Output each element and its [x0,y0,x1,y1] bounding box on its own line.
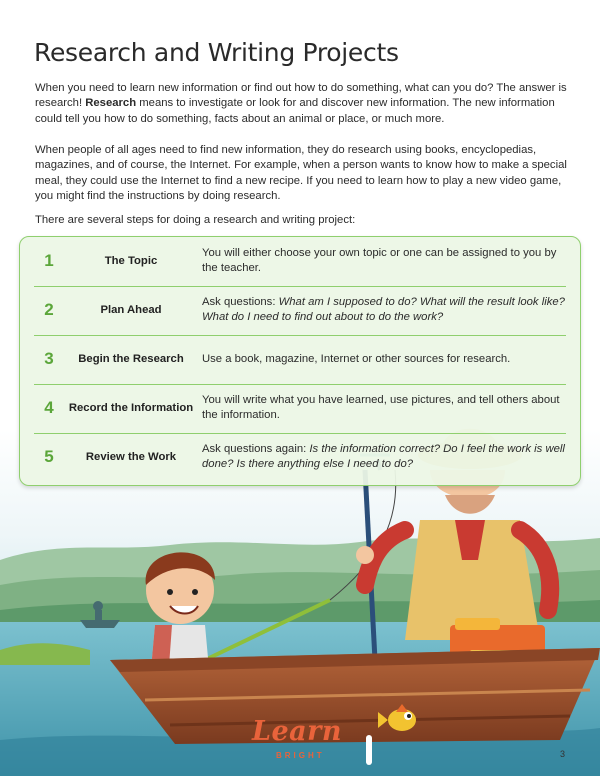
step-label: Record the Information [68,402,194,414]
step-description [202,335,567,383]
step-text: Use a book, magazine, Internet or other sources for research. [202,352,511,365]
steps-table [19,236,581,486]
step-description [202,286,567,334]
step-description [202,237,567,285]
step-label: Review the Work [85,451,177,463]
step-number: 3 [44,349,54,368]
step-text: Ask questions again: [202,443,310,455]
step-label: Begin the Research [78,353,184,365]
research-term: Research [85,97,137,110]
step-label: Plan Ahead [100,304,162,316]
step-number: 2 [44,300,54,319]
learn-bright-logo-subtext: BRIGHT [276,751,325,760]
step-row [20,237,580,285]
steps-lead-in: There are several steps for doing a research and writing project: [35,214,356,226]
step-questions: Is the information correct? Do I feel the work is well done? Is there anything else I need to do? [202,443,565,470]
intro-paragraph-2: When people of all ages need to find new information, they do research using books, encyclopedias, magazines, and of course, the Internet. For example, when a person wants to know how to make a special meal, they could use the Internet to find a new recipe. If you need to learn how to play a new video game, you might find the instructions by doing research. [35,144,567,203]
step-description [202,384,567,432]
intro-paragraph-1 [35,81,567,127]
intro-text: means to investigate or look for and discover new information. The new information could tell you how to do something, facts about an animal or place, or much more. [35,97,555,125]
step-text: You will write what you have learned, use pictures, and tell others about the information. [202,394,560,421]
step-row [20,433,580,481]
step-number: 1 [44,251,54,270]
page-number: 3 [560,749,566,759]
step-description [202,433,567,481]
step-row [20,286,580,334]
step-text: Ask questions: [202,296,279,308]
step-questions: What am I supposed to do? What will the result look like? What do I need to find out about to do the work? [202,296,565,323]
step-number: 5 [44,447,54,466]
step-row [20,335,580,383]
step-label: The Topic [104,255,158,267]
step-row [20,384,580,432]
page-title: Research and Writing Projects [34,38,399,67]
learn-bright-logo: Learn [252,716,343,747]
step-number: 4 [44,398,54,417]
intro-text: When you need to learn new information or find out how to do something, what can you do? The answer is research! [35,82,567,110]
step-text: You will either choose your own topic or one can be assigned to you by the teacher. [202,247,557,274]
